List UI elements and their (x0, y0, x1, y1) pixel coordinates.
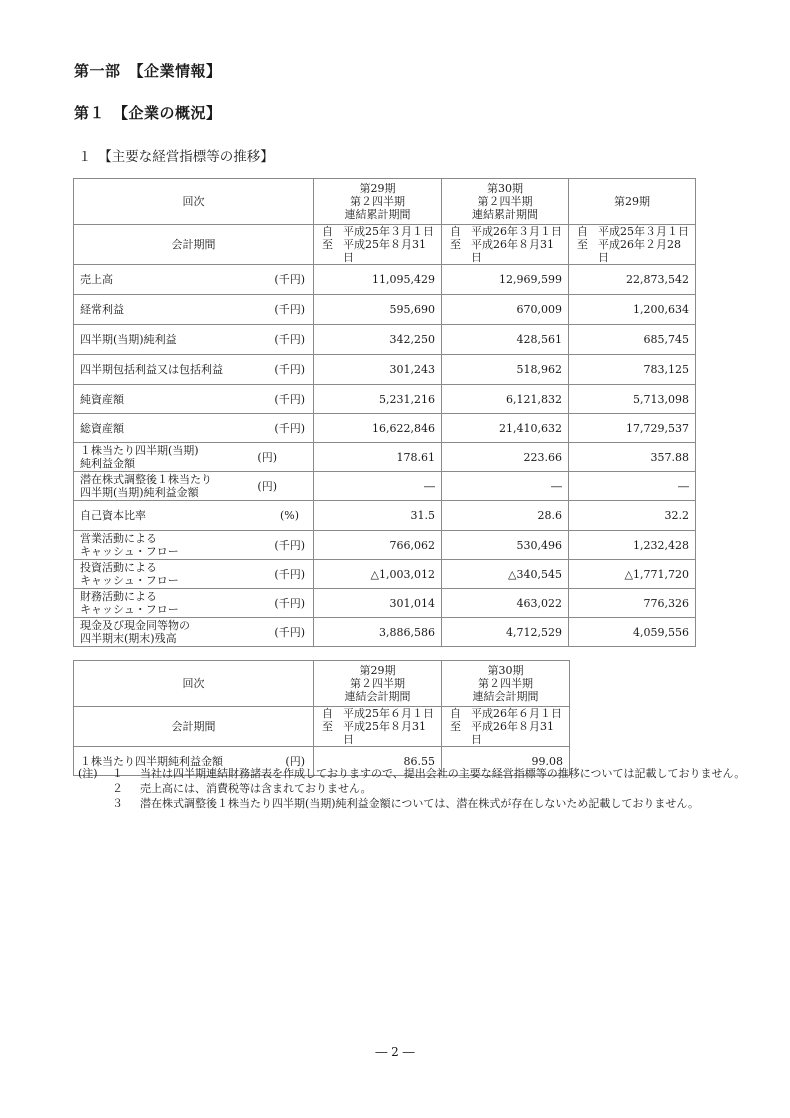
period-label: 会計期間 (74, 225, 314, 265)
period-cell: 自 至 平成26年６月１日 平成26年８月31日 (442, 707, 570, 747)
part-heading: 第一部 【企業情報】 (74, 62, 222, 80)
row-label: 総資産額 (80, 421, 124, 435)
note-number: ２ (112, 782, 123, 795)
row-unit: (円) (257, 479, 277, 493)
period-label: 会計期間 (74, 707, 314, 747)
value-cell: 12,969,599 (442, 265, 569, 295)
row-unit: (千円) (274, 392, 305, 406)
value-cell: 31.5 (314, 501, 442, 531)
section-heading: １ 【主要な経営指標等の推移】 (78, 149, 274, 165)
row-label: 現金及び現金同等物の 四半期末(期末)残高 (80, 619, 190, 645)
table-row (74, 385, 696, 414)
row-label: １株当たり四半期純利益金額 (80, 754, 223, 768)
row-unit: (千円) (274, 303, 305, 316)
row-label: 潜在株式調整後１株当たり 四半期(当期)純利益金額 (80, 473, 212, 499)
table-row (74, 472, 696, 501)
row-unit: (%) (279, 509, 299, 522)
note-item (78, 796, 750, 811)
value-cell: 301,243 (314, 355, 442, 385)
value-cell: 518,962 (442, 355, 569, 385)
page-number: ― 2 ― (375, 1045, 415, 1059)
row-unit: (千円) (274, 363, 305, 376)
note-item (78, 781, 750, 796)
value-cell: 28.6 (442, 501, 569, 531)
table-row (74, 295, 696, 325)
table-row (74, 589, 696, 618)
column-header: 第29期 第２四半期 連結会計期間 (314, 661, 442, 707)
period-cell: 自 至 平成25年３月１日 平成25年８月31日 (314, 225, 442, 265)
note-number: ３ (112, 797, 123, 810)
column-header: 第30期 第２四半期 連結累計期間 (442, 179, 569, 225)
table-row (74, 501, 696, 531)
value-cell: 17,729,537 (569, 414, 696, 443)
value-cell: 32.2 (569, 501, 696, 531)
value-cell: 766,062 (314, 531, 442, 560)
value-cell: 21,410,632 (442, 414, 569, 443)
row-unit: (千円) (274, 421, 305, 435)
table-row (74, 618, 696, 647)
period-row (74, 225, 696, 265)
period-row (74, 707, 570, 747)
header-row (74, 179, 696, 225)
table-row (74, 560, 696, 589)
header-row (74, 661, 570, 707)
table-row (74, 265, 696, 295)
header-label: 回次 (74, 661, 314, 707)
value-cell: 1,200,634 (569, 295, 696, 325)
value-cell: 342,250 (314, 325, 442, 355)
notes (78, 766, 750, 811)
value-cell: 4,059,556 (569, 618, 696, 647)
table-row (74, 325, 696, 355)
period-cell: 自 至 平成25年６月１日 平成25年８月31日 (314, 707, 442, 747)
row-label: 自己資本比率 (80, 509, 146, 522)
value-cell: 463,022 (442, 589, 569, 618)
value-cell: 3,886,586 (314, 618, 442, 647)
row-label: 営業活動による キャッシュ・フロー (80, 532, 179, 558)
row-unit: (千円) (274, 596, 305, 610)
row-label: 投資活動による キャッシュ・フロー (80, 561, 179, 587)
row-unit: (千円) (274, 538, 305, 552)
column-header: 第29期 第２四半期 連結累計期間 (314, 179, 442, 225)
value-cell: 670,009 (442, 295, 569, 325)
quarterly-eps-table (73, 660, 570, 776)
value-cell: 428,561 (442, 325, 569, 355)
value-cell: 685,745 (569, 325, 696, 355)
notes-prefix: (注) (78, 767, 98, 780)
value-cell: △340,545 (442, 560, 569, 589)
column-header: 第29期 (569, 179, 696, 225)
row-label: 経常利益 (80, 303, 124, 316)
value-cell: 776,326 (569, 589, 696, 618)
note-text: 当社は四半期連結財務諸表を作成しておりますので、提出会社の主要な経営指標等の推移については記載しておりません。 (140, 767, 746, 780)
row-unit: (円) (257, 450, 277, 464)
note-item (78, 766, 750, 781)
key-indicators-table (73, 178, 696, 647)
value-cell: 6,121,832 (442, 385, 569, 414)
value-cell: 11,095,429 (314, 265, 442, 295)
note-text: 潜在株式調整後１株当たり四半期(当期)純利益金額については、潜在株式が存在しないため記載しておりません。 (140, 797, 700, 810)
note-text: 売上高には、消費税等は含まれておりません。 (140, 782, 372, 795)
value-cell: 4,712,529 (442, 618, 569, 647)
value-cell: 301,014 (314, 589, 442, 618)
value-cell: 783,125 (569, 355, 696, 385)
row-unit: (千円) (274, 333, 305, 346)
value-cell: △1,003,012 (314, 560, 442, 589)
row-unit: (千円) (274, 273, 305, 286)
value-cell: 22,873,542 (569, 265, 696, 295)
value-cell: 99.08 (442, 747, 570, 776)
value-cell: 595,690 (314, 295, 442, 325)
value-cell: ― (442, 472, 569, 501)
value-cell: 16,622,846 (314, 414, 442, 443)
row-unit: (円) (285, 754, 305, 768)
row-label: 四半期(当期)純利益 (80, 333, 177, 346)
value-cell: 223.66 (442, 443, 569, 472)
value-cell: 5,713,098 (569, 385, 696, 414)
table-row (74, 531, 696, 560)
row-label: 売上高 (80, 273, 113, 286)
row-unit: (千円) (274, 567, 305, 581)
value-cell: 357.88 (569, 443, 696, 472)
chapter-heading: 第１ 【企業の概況】 (74, 104, 222, 122)
value-cell: 178.61 (314, 443, 442, 472)
table-row (74, 443, 696, 472)
header-label: 回次 (74, 179, 314, 225)
value-cell: ― (314, 472, 442, 501)
value-cell: ― (569, 472, 696, 501)
note-number: １ (112, 767, 123, 780)
row-unit: (千円) (274, 625, 305, 639)
row-label: 純資産額 (80, 392, 124, 406)
row-label: 四半期包括利益又は包括利益 (80, 363, 223, 376)
column-header: 第30期 第２四半期 連結会計期間 (442, 661, 570, 707)
period-cell: 自 至 平成26年３月１日 平成26年８月31日 (442, 225, 569, 265)
value-cell: △1,771,720 (569, 560, 696, 589)
row-label: １株当たり四半期(当期) 純利益金額 (80, 444, 199, 470)
value-cell: 530,496 (442, 531, 569, 560)
value-cell: 1,232,428 (569, 531, 696, 560)
table-row (74, 355, 696, 385)
value-cell: 86.55 (314, 747, 442, 776)
row-label: 財務活動による キャッシュ・フロー (80, 590, 179, 616)
value-cell: 5,231,216 (314, 385, 442, 414)
table-row (74, 414, 696, 443)
period-cell: 自 至 平成25年３月１日 平成26年２月28日 (569, 225, 696, 265)
